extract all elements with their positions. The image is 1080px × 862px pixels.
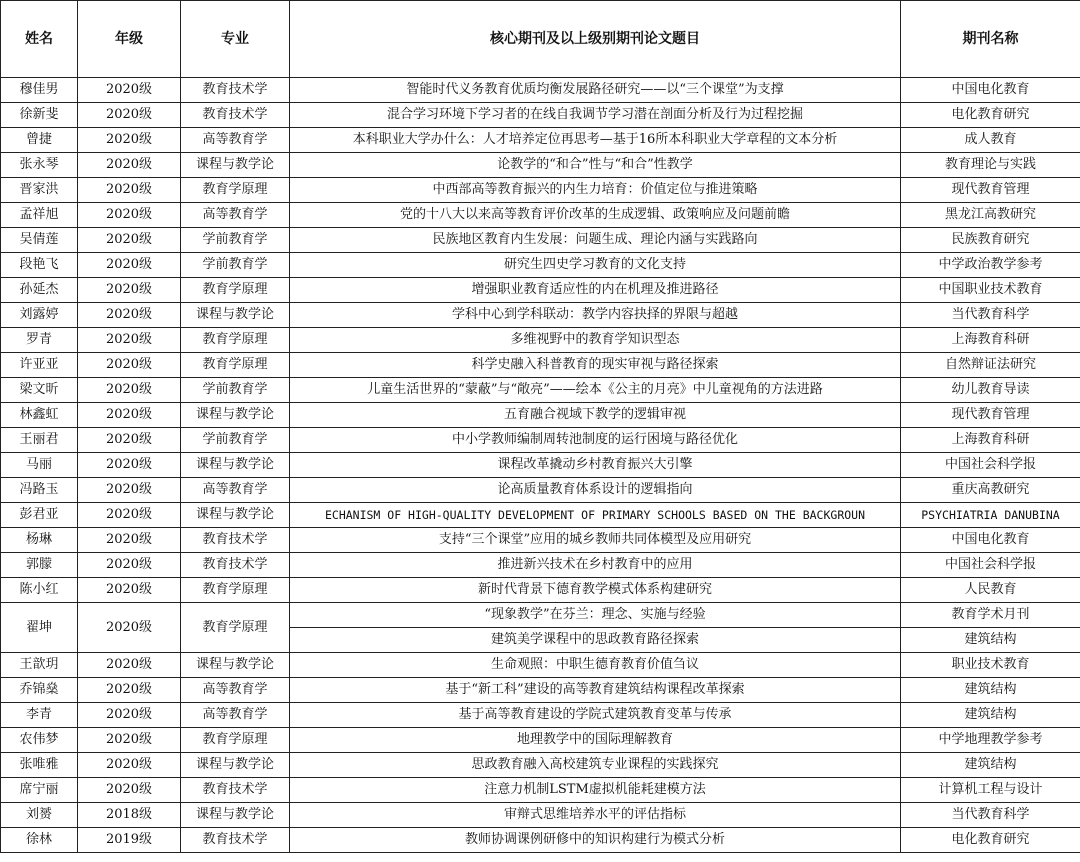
cell-grade: 2020级 bbox=[78, 203, 181, 228]
cell-journal: 建筑结构 bbox=[901, 628, 1080, 653]
cell-grade: 2020级 bbox=[78, 103, 181, 128]
cell-title: 注意力机制LSTM虚拟机能耗建模方法 bbox=[290, 778, 901, 803]
cell-major: 教育学原理 bbox=[181, 728, 290, 753]
table-row bbox=[1, 778, 1080, 803]
header-name: 姓名 bbox=[1, 1, 78, 78]
cell-journal: 计算机工程与设计 bbox=[901, 778, 1080, 803]
cell-journal: 中国职业技术教育 bbox=[901, 278, 1080, 303]
cell-grade: 2020级 bbox=[78, 603, 181, 653]
cell-name: 王歆玥 bbox=[1, 653, 78, 678]
cell-grade: 2020级 bbox=[78, 303, 181, 328]
table-row bbox=[1, 303, 1080, 328]
cell-name: 王丽君 bbox=[1, 428, 78, 453]
cell-major: 课程与教学论 bbox=[181, 653, 290, 678]
table-row bbox=[1, 653, 1080, 678]
table-row bbox=[1, 753, 1080, 778]
cell-major: 课程与教学论 bbox=[181, 403, 290, 428]
cell-title: 地理教学中的国际理解教育 bbox=[290, 728, 901, 753]
cell-grade: 2020级 bbox=[78, 453, 181, 478]
cell-major: 教育技术学 bbox=[181, 528, 290, 553]
table-row bbox=[1, 203, 1080, 228]
cell-name: 梁文昕 bbox=[1, 378, 78, 403]
cell-grade: 2020级 bbox=[78, 78, 181, 103]
cell-major: 教育学原理 bbox=[181, 328, 290, 353]
cell-journal: 重庆高教研究 bbox=[901, 478, 1080, 503]
cell-journal: 中国社会科学报 bbox=[901, 453, 1080, 478]
cell-grade: 2020级 bbox=[78, 153, 181, 178]
cell-title: 学科中心到学科联动：教学内容抉择的界限与超越 bbox=[290, 303, 901, 328]
cell-title: 混合学习环境下学习者的在线自我调节学习潜在剖面分析及行为过程挖掘 bbox=[290, 103, 901, 128]
cell-title: 增强职业教育适应性的内在机理及推进路径 bbox=[290, 278, 901, 303]
cell-title: 中小学教师编制周转池制度的运行困境与路径优化 bbox=[290, 428, 901, 453]
table-row bbox=[1, 78, 1080, 103]
cell-journal: 建筑结构 bbox=[901, 703, 1080, 728]
cell-journal: 人民教育 bbox=[901, 578, 1080, 603]
cell-major: 高等教育学 bbox=[181, 678, 290, 703]
cell-title: 五育融合视域下教学的逻辑审视 bbox=[290, 403, 901, 428]
table-row bbox=[1, 278, 1080, 303]
header-grade: 年级 bbox=[78, 1, 181, 78]
cell-title: 审辩式思维培养水平的评估指标 bbox=[290, 803, 901, 828]
cell-name: 席宁丽 bbox=[1, 778, 78, 803]
cell-name: 孟祥旭 bbox=[1, 203, 78, 228]
cell-title: 本科职业大学办什么：人才培养定位再思考—基于16所本科职业大学章程的文本分析 bbox=[290, 128, 901, 153]
cell-journal: 民族教育研究 bbox=[901, 228, 1080, 253]
cell-grade: 2020级 bbox=[78, 253, 181, 278]
cell-major: 教育学原理 bbox=[181, 178, 290, 203]
table-row bbox=[1, 178, 1080, 203]
cell-journal: 幼儿教育导读 bbox=[901, 378, 1080, 403]
cell-major: 课程与教学论 bbox=[181, 153, 290, 178]
cell-name: 林鑫虹 bbox=[1, 403, 78, 428]
table-row bbox=[1, 503, 1080, 528]
cell-journal: 职业技术教育 bbox=[901, 653, 1080, 678]
cell-grade: 2020级 bbox=[78, 403, 181, 428]
table-row bbox=[1, 428, 1080, 453]
table-row bbox=[1, 128, 1080, 153]
cell-journal: 现代教育管理 bbox=[901, 178, 1080, 203]
cell-name: 曾捷 bbox=[1, 128, 78, 153]
cell-major: 课程与教学论 bbox=[181, 453, 290, 478]
table-row bbox=[1, 828, 1080, 853]
cell-title: 支持“三个课堂”应用的城乡教师共同体模型及应用研究 bbox=[290, 528, 901, 553]
cell-title: 科学史融入科普教育的现实审视与路径探索 bbox=[290, 353, 901, 378]
cell-major: 高等教育学 bbox=[181, 703, 290, 728]
table-body bbox=[1, 78, 1080, 853]
cell-title: 新时代背景下德育教学模式体系构建研究 bbox=[290, 578, 901, 603]
cell-name: 刘赟 bbox=[1, 803, 78, 828]
cell-title: 推进新兴技术在乡村教育中的应用 bbox=[290, 553, 901, 578]
cell-journal: 成人教育 bbox=[901, 128, 1080, 153]
cell-journal: 教育学术月刊 bbox=[901, 603, 1080, 628]
cell-journal: 中学政治教学参考 bbox=[901, 253, 1080, 278]
cell-name: 张唯雅 bbox=[1, 753, 78, 778]
cell-title: 论高质量教育体系设计的逻辑指向 bbox=[290, 478, 901, 503]
cell-major: 教育学原理 bbox=[181, 603, 290, 653]
header-journal: 期刊名称 bbox=[901, 1, 1080, 78]
cell-major: 学前教育学 bbox=[181, 378, 290, 403]
table-row bbox=[1, 603, 1080, 628]
cell-title: 中西部高等教育振兴的内生力培育：价值定位与推进策略 bbox=[290, 178, 901, 203]
cell-grade: 2020级 bbox=[78, 353, 181, 378]
table-row bbox=[1, 228, 1080, 253]
cell-grade: 2018级 bbox=[78, 803, 181, 828]
cell-journal: 自然辩证法研究 bbox=[901, 353, 1080, 378]
cell-major: 教育技术学 bbox=[181, 78, 290, 103]
cell-name: 李青 bbox=[1, 703, 78, 728]
cell-name: 刘露婷 bbox=[1, 303, 78, 328]
cell-journal: 教育理论与实践 bbox=[901, 153, 1080, 178]
cell-grade: 2020级 bbox=[78, 228, 181, 253]
cell-name: 冯路玉 bbox=[1, 478, 78, 503]
cell-name: 乔锦燊 bbox=[1, 678, 78, 703]
cell-journal: 建筑结构 bbox=[901, 678, 1080, 703]
cell-name: 张永琴 bbox=[1, 153, 78, 178]
cell-name: 晋家洪 bbox=[1, 178, 78, 203]
cell-major: 课程与教学论 bbox=[181, 303, 290, 328]
cell-grade: 2019级 bbox=[78, 828, 181, 853]
cell-journal: 当代教育科学 bbox=[901, 303, 1080, 328]
cell-journal: 上海教育科研 bbox=[901, 428, 1080, 453]
cell-name: 农伟梦 bbox=[1, 728, 78, 753]
cell-name: 郭朦 bbox=[1, 553, 78, 578]
cell-title: 生命观照：中职生德育教育价值刍议 bbox=[290, 653, 901, 678]
cell-name: 吴倩莲 bbox=[1, 228, 78, 253]
cell-major: 教育学原理 bbox=[181, 353, 290, 378]
cell-major: 教育技术学 bbox=[181, 828, 290, 853]
cell-major: 教育技术学 bbox=[181, 778, 290, 803]
cell-grade: 2020级 bbox=[78, 578, 181, 603]
cell-name: 徐新斐 bbox=[1, 103, 78, 128]
cell-major: 课程与教学论 bbox=[181, 753, 290, 778]
cell-major: 教育技术学 bbox=[181, 103, 290, 128]
table-row bbox=[1, 478, 1080, 503]
cell-grade: 2020级 bbox=[78, 528, 181, 553]
cell-title: 课程改革撬动乡村教育振兴大引擎 bbox=[290, 453, 901, 478]
table-row bbox=[1, 553, 1080, 578]
cell-title: 党的十八大以来高等教育评价改革的生成逻辑、政策响应及问题前瞻 bbox=[290, 203, 901, 228]
cell-grade: 2020级 bbox=[78, 503, 181, 528]
cell-journal: 当代教育科学 bbox=[901, 803, 1080, 828]
cell-title: 多维视野中的教育学知识型态 bbox=[290, 328, 901, 353]
cell-grade: 2020级 bbox=[78, 278, 181, 303]
cell-name: 陈小红 bbox=[1, 578, 78, 603]
cell-title: 民族地区教育内生发展：问题生成、理论内涵与实践路向 bbox=[290, 228, 901, 253]
cell-title: ECHANISM OF HIGH-QUALITY DEVELOPMENT OF PRIMARY SCHOOLS BASED ON THE BACKGROUN bbox=[290, 503, 901, 528]
cell-major: 高等教育学 bbox=[181, 478, 290, 503]
table-row bbox=[1, 153, 1080, 178]
cell-grade: 2020级 bbox=[78, 428, 181, 453]
cell-name: 段艳飞 bbox=[1, 253, 78, 278]
cell-journal: 上海教育科研 bbox=[901, 328, 1080, 353]
cell-major: 教育学原理 bbox=[181, 578, 290, 603]
cell-name: 穆佳男 bbox=[1, 78, 78, 103]
cell-title: 论教学的“和合”性与“和合”性教学 bbox=[290, 153, 901, 178]
cell-major: 课程与教学论 bbox=[181, 803, 290, 828]
cell-major: 学前教育学 bbox=[181, 228, 290, 253]
cell-name: 罗青 bbox=[1, 328, 78, 353]
table-row bbox=[1, 403, 1080, 428]
cell-grade: 2020级 bbox=[78, 328, 181, 353]
cell-title: 建筑美学课程中的思政教育路径探索 bbox=[290, 628, 901, 653]
cell-name: 许亚亚 bbox=[1, 353, 78, 378]
cell-grade: 2020级 bbox=[78, 778, 181, 803]
cell-major: 学前教育学 bbox=[181, 428, 290, 453]
table-row bbox=[1, 103, 1080, 128]
cell-grade: 2020级 bbox=[78, 728, 181, 753]
cell-grade: 2020级 bbox=[78, 653, 181, 678]
cell-journal: PSYCHIATRIA DANUBINA bbox=[901, 503, 1080, 528]
table-row bbox=[1, 728, 1080, 753]
cell-title: 研究生四史学习教育的文化支持 bbox=[290, 253, 901, 278]
cell-major: 高等教育学 bbox=[181, 203, 290, 228]
cell-journal: 电化教育研究 bbox=[901, 103, 1080, 128]
cell-name: 翟坤 bbox=[1, 603, 78, 653]
cell-major: 教育技术学 bbox=[181, 553, 290, 578]
cell-major: 高等教育学 bbox=[181, 128, 290, 153]
cell-title: 教师协调课例研修中的知识构建行为模式分析 bbox=[290, 828, 901, 853]
cell-name: 彭君亚 bbox=[1, 503, 78, 528]
cell-grade: 2020级 bbox=[78, 128, 181, 153]
cell-journal: 电化教育研究 bbox=[901, 828, 1080, 853]
cell-title: 儿童生活世界的“蒙蔽”与“敞亮”——绘本《公主的月亮》中儿童视角的方法进路 bbox=[290, 378, 901, 403]
cell-journal: 建筑结构 bbox=[901, 753, 1080, 778]
cell-journal: 中国社会科学报 bbox=[901, 553, 1080, 578]
table-row bbox=[1, 253, 1080, 278]
table-row bbox=[1, 328, 1080, 353]
cell-major: 课程与教学论 bbox=[181, 503, 290, 528]
cell-grade: 2020级 bbox=[78, 703, 181, 728]
cell-grade: 2020级 bbox=[78, 478, 181, 503]
header-row bbox=[1, 1, 1080, 78]
table-row bbox=[1, 578, 1080, 603]
table-row bbox=[1, 803, 1080, 828]
header-title: 核心期刊及以上级别期刊论文题目 bbox=[290, 1, 901, 78]
cell-grade: 2020级 bbox=[78, 553, 181, 578]
cell-title: 基于“新工科”建设的高等教育建筑结构课程改革探索 bbox=[290, 678, 901, 703]
cell-grade: 2020级 bbox=[78, 753, 181, 778]
cell-name: 孙延杰 bbox=[1, 278, 78, 303]
cell-major: 教育学原理 bbox=[181, 278, 290, 303]
table-row bbox=[1, 528, 1080, 553]
table-row bbox=[1, 353, 1080, 378]
header-major: 专业 bbox=[181, 1, 290, 78]
cell-name: 杨琳 bbox=[1, 528, 78, 553]
cell-name: 马丽 bbox=[1, 453, 78, 478]
cell-journal: 中国电化教育 bbox=[901, 528, 1080, 553]
cell-name: 徐林 bbox=[1, 828, 78, 853]
cell-journal: 现代教育管理 bbox=[901, 403, 1080, 428]
cell-grade: 2020级 bbox=[78, 678, 181, 703]
table-row bbox=[1, 453, 1080, 478]
cell-title: 思政教育融入高校建筑专业课程的实践探究 bbox=[290, 753, 901, 778]
cell-journal: 中国电化教育 bbox=[901, 78, 1080, 103]
cell-title: “现象教学”在芬兰：理念、实施与经验 bbox=[290, 603, 901, 628]
table-row bbox=[1, 678, 1080, 703]
cell-grade: 2020级 bbox=[78, 178, 181, 203]
table-row bbox=[1, 703, 1080, 728]
cell-journal: 中学地理教学参考 bbox=[901, 728, 1080, 753]
cell-major: 学前教育学 bbox=[181, 253, 290, 278]
cell-journal: 黑龙江高教研究 bbox=[901, 203, 1080, 228]
cell-title: 基于高等教育建设的学院式建筑教育变革与传承 bbox=[290, 703, 901, 728]
cell-grade: 2020级 bbox=[78, 378, 181, 403]
table-row bbox=[1, 378, 1080, 403]
cell-title: 智能时代义务教育优质均衡发展路径研究——以“三个课堂”为支撑 bbox=[290, 78, 901, 103]
